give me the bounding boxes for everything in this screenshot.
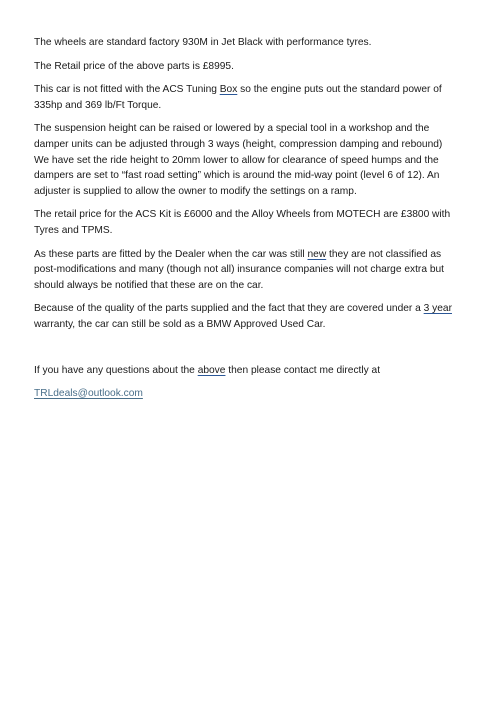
blank-line	[34, 341, 456, 363]
new-link[interactable]: new	[307, 248, 327, 260]
paragraph-questions-text-after: then please contact me directly at	[225, 364, 381, 376]
above-link[interactable]: above	[197, 364, 226, 376]
paragraph-wheels: The wheels are standard factory 930M in Jet Black with performance tyres.	[34, 37, 372, 48]
box-link[interactable]: Box	[219, 84, 238, 96]
paragraph-warranty	[34, 301, 456, 332]
paragraph-warranty-text-after: warranty, the car can still be sold as a BMW Approved Used Car.	[34, 318, 326, 330]
paragraph-dealer-fitted	[34, 247, 456, 294]
paragraph-warranty-text-before: Because of the quality of the parts supplied and the fact that they are covered under a	[34, 303, 424, 315]
contact-line	[34, 386, 456, 402]
paragraph-acs-kit-price: The retail price for the ACS Kit is £6000 and the Alloy Wheels from MOTECH are £3800 with Tyres and TPMS.	[34, 209, 451, 236]
paragraph-tuning-box	[34, 82, 456, 113]
paragraph-questions-text-before: If you have any questions about the	[34, 364, 198, 376]
email-link[interactable]: TRLdeals@outlook.com	[34, 388, 143, 400]
paragraph-suspension: The suspension height can be raised or lowered by a special tool in a workshop and the damper units can be adjusted through 3 ways (height, compression damping and rebound) We have set the ride height to 20mm lower to allow for clearance of speed humps and the dampers are set to “fast road setting” which is around the mid-way point (level 6 of 12). An adjuster is supplied to allow the owner to modify the settings on a ramp.	[34, 123, 443, 197]
paragraph-dealer-fitted-text-before: As these parts are fitted by the Dealer when the car was still	[34, 248, 308, 260]
paragraph-retail-price: The Retail price of the above parts is £8995.	[34, 60, 234, 72]
paragraph-tuning-box-text-before: This car is not fitted with the ACS Tuning	[34, 84, 220, 96]
paragraph-questions	[34, 363, 456, 379]
paragraph-tuning-box-text-after: so the engine puts out the standard power of 335hp and 369 lb/Ft Torque.	[34, 84, 442, 111]
three-year-link[interactable]: 3 year	[423, 303, 452, 315]
paragraph-dealer-fitted-text-after: they are not classified as post-modifications and many (though not all) insurance companies will not charge extra but should always be notified that these are on the car.	[34, 248, 444, 291]
